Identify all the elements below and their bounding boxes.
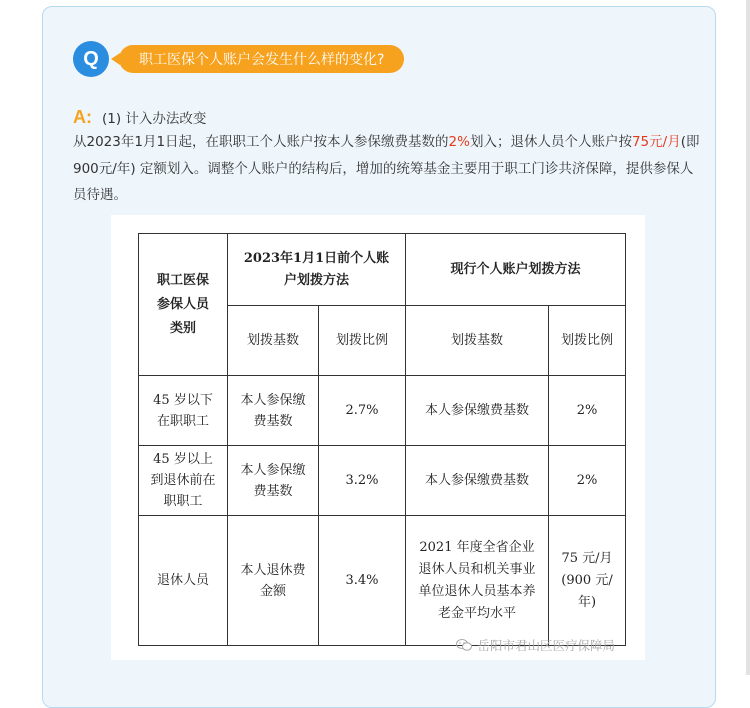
answer-header [73,107,206,128]
row-category-text: 45 岁以上到退休前在职职工 [150,452,216,509]
before-header-text: 2023年1月1日前个人账户划拨方法 [243,250,390,288]
table-row [139,446,626,516]
row-base-before [228,516,319,646]
table-row [139,376,626,446]
sub-header-base-before: 划拨基数 [228,306,319,376]
sub-header-rate-before: 划拨比例 [319,306,406,376]
watermark-text: 岳阳市君山区医疗保障局 [477,639,615,653]
row-category [139,446,228,516]
question-text: 职工医保个人账户会发生什么样的变化? [139,52,385,68]
highlight-rate: 2% [448,134,470,150]
answer-text-part-2: 划入；退休人员个人账户按 [469,134,632,150]
row-rate-before: 3.4% [319,516,406,646]
answer-paragraph [73,129,703,209]
row-category-text: 45 岁以下在职职工 [153,392,213,429]
row-base-before-text: 本人参保缴费基数 [240,392,306,429]
answer-label: A: [73,107,92,127]
allocation-table [138,233,626,646]
row-base-before-text: 本人退休费金额 [240,562,306,599]
row-rate-current-text: 75 元/月(900 元/年) [561,550,613,610]
table-image [111,215,645,660]
row-base-before-text: 本人参保缴费基数 [240,462,306,499]
row-base-current-text: 2021 年度全省企业退休人员和机关事业单位退休人员基本养老金平均水平 [418,539,536,621]
answer-subtitle: (1) 计入办法改变 [102,111,207,127]
row-rate-before: 3.2% [319,446,406,516]
row-base-before [228,446,319,516]
question-badge-icon: Q [73,41,109,77]
row-base-current: 本人参保缴费基数 [406,376,549,446]
table-row [139,516,626,646]
sub-header-base-current: 划拨基数 [406,306,549,376]
category-header-text: 职工医保参保人员类别 [156,272,209,336]
highlight-amount: 75元/月 [631,134,681,150]
row-base-current [406,516,549,646]
row-base-current: 本人参保缴费基数 [406,446,549,516]
row-base-before [228,376,319,446]
before-header [228,234,406,306]
row-rate-current [549,516,626,646]
row-rate-before: 2.7% [319,376,406,446]
watermark [456,636,615,654]
current-header: 现行个人账户划拨方法 [406,234,626,306]
answer-text-part-1: 从2023年1月1日起，在职职工个人账户按本人参保缴费基数的 [73,134,449,150]
row-rate-current: 2% [549,446,626,516]
qa-card [42,6,716,708]
row-category [139,376,228,446]
sub-header-rate-current: 划拨比例 [549,306,626,376]
scrollbar-track[interactable] [746,0,750,675]
question-bubble [119,45,404,73]
row-category: 退休人员 [139,516,228,646]
category-header [139,234,228,376]
wechat-icon [456,639,472,651]
row-rate-current: 2% [549,376,626,446]
answer-text-part-3: (即900元/年) 定额划入。调整个人账户的结构后，增加的统筹基金主要用于职工门诊共济保障，提供参保人员待遇。 [73,134,700,203]
